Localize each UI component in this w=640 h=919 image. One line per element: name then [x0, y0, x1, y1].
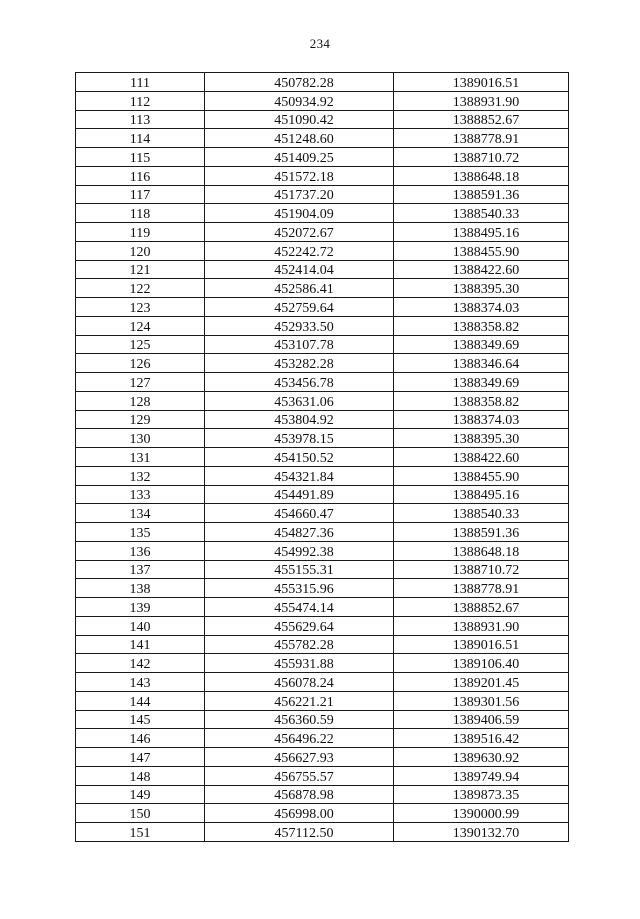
y-coordinate-cell: 1388931.90 — [394, 91, 569, 110]
x-coordinate-cell: 450782.28 — [205, 73, 394, 92]
y-coordinate-cell: 1388455.90 — [394, 241, 569, 260]
point-number-cell: 144 — [76, 691, 205, 710]
y-coordinate-cell: 1388495.16 — [394, 223, 569, 242]
table-row — [76, 373, 569, 392]
x-coordinate-cell: 455629.64 — [205, 616, 394, 635]
y-coordinate-cell: 1388931.90 — [394, 616, 569, 635]
point-number-cell: 141 — [76, 635, 205, 654]
x-coordinate-cell: 454827.36 — [205, 523, 394, 542]
point-number-cell: 151 — [76, 823, 205, 842]
table-row — [76, 560, 569, 579]
point-number-cell: 119 — [76, 223, 205, 242]
y-coordinate-cell: 1389749.94 — [394, 766, 569, 785]
table-row — [76, 766, 569, 785]
table-row — [76, 223, 569, 242]
table-row — [76, 335, 569, 354]
point-number-cell: 132 — [76, 466, 205, 485]
table-row — [76, 73, 569, 92]
y-coordinate-cell: 1388852.67 — [394, 110, 569, 129]
y-coordinate-cell: 1388648.18 — [394, 166, 569, 185]
x-coordinate-cell: 454660.47 — [205, 504, 394, 523]
table-row — [76, 729, 569, 748]
y-coordinate-cell: 1388648.18 — [394, 541, 569, 560]
point-number-cell: 131 — [76, 448, 205, 467]
y-coordinate-cell: 1389406.59 — [394, 710, 569, 729]
table-row — [76, 110, 569, 129]
point-number-cell: 120 — [76, 241, 205, 260]
table-row — [76, 523, 569, 542]
point-number-cell: 135 — [76, 523, 205, 542]
table-row — [76, 241, 569, 260]
y-coordinate-cell: 1389106.40 — [394, 654, 569, 673]
point-number-cell: 140 — [76, 616, 205, 635]
y-coordinate-cell: 1389516.42 — [394, 729, 569, 748]
table-row — [76, 204, 569, 223]
table-row — [76, 579, 569, 598]
x-coordinate-cell: 451572.18 — [205, 166, 394, 185]
point-number-cell: 111 — [76, 73, 205, 92]
coordinate-table-body — [76, 73, 569, 842]
x-coordinate-cell: 456221.21 — [205, 691, 394, 710]
point-number-cell: 139 — [76, 598, 205, 617]
x-coordinate-cell: 455155.31 — [205, 560, 394, 579]
y-coordinate-cell: 1389201.45 — [394, 673, 569, 692]
point-number-cell: 150 — [76, 804, 205, 823]
x-coordinate-cell: 452242.72 — [205, 241, 394, 260]
table-row — [76, 541, 569, 560]
table-row — [76, 298, 569, 317]
y-coordinate-cell: 1389016.51 — [394, 635, 569, 654]
x-coordinate-cell: 454150.52 — [205, 448, 394, 467]
table-row — [76, 185, 569, 204]
table-row — [76, 391, 569, 410]
x-coordinate-cell: 456998.00 — [205, 804, 394, 823]
y-coordinate-cell: 1388395.30 — [394, 429, 569, 448]
point-number-cell: 113 — [76, 110, 205, 129]
table-row — [76, 691, 569, 710]
y-coordinate-cell: 1388591.36 — [394, 185, 569, 204]
point-number-cell: 122 — [76, 279, 205, 298]
table-row — [76, 316, 569, 335]
point-number-cell: 126 — [76, 354, 205, 373]
x-coordinate-cell: 456496.22 — [205, 729, 394, 748]
y-coordinate-cell: 1388778.91 — [394, 579, 569, 598]
x-coordinate-cell: 456878.98 — [205, 785, 394, 804]
table-row — [76, 823, 569, 842]
point-number-cell: 116 — [76, 166, 205, 185]
page-number: 234 — [309, 36, 331, 51]
x-coordinate-cell: 451409.25 — [205, 148, 394, 167]
x-coordinate-cell: 455474.14 — [205, 598, 394, 617]
x-coordinate-cell: 456627.93 — [205, 748, 394, 767]
point-number-cell: 127 — [76, 373, 205, 392]
y-coordinate-cell: 1388778.91 — [394, 129, 569, 148]
x-coordinate-cell: 452759.64 — [205, 298, 394, 317]
y-coordinate-cell: 1388349.69 — [394, 373, 569, 392]
x-coordinate-cell: 456078.24 — [205, 673, 394, 692]
point-number-cell: 121 — [76, 260, 205, 279]
x-coordinate-cell: 454321.84 — [205, 466, 394, 485]
table-row — [76, 429, 569, 448]
table-row — [76, 748, 569, 767]
point-number-cell: 123 — [76, 298, 205, 317]
y-coordinate-cell: 1388710.72 — [394, 148, 569, 167]
y-coordinate-cell: 1389016.51 — [394, 73, 569, 92]
y-coordinate-cell: 1388358.82 — [394, 316, 569, 335]
x-coordinate-cell: 452414.04 — [205, 260, 394, 279]
x-coordinate-cell: 451248.60 — [205, 129, 394, 148]
table-row — [76, 785, 569, 804]
x-coordinate-cell: 455931.88 — [205, 654, 394, 673]
table-row — [76, 448, 569, 467]
point-number-cell: 124 — [76, 316, 205, 335]
table-row — [76, 598, 569, 617]
y-coordinate-cell: 1388395.30 — [394, 279, 569, 298]
point-number-cell: 112 — [76, 91, 205, 110]
y-coordinate-cell: 1388495.16 — [394, 485, 569, 504]
point-number-cell: 118 — [76, 204, 205, 223]
y-coordinate-cell: 1388358.82 — [394, 391, 569, 410]
table-row — [76, 673, 569, 692]
table-row — [76, 504, 569, 523]
table-row — [76, 260, 569, 279]
table-row — [76, 148, 569, 167]
coordinate-table — [75, 72, 569, 842]
point-number-cell: 149 — [76, 785, 205, 804]
x-coordinate-cell: 456755.57 — [205, 766, 394, 785]
point-number-cell: 117 — [76, 185, 205, 204]
x-coordinate-cell: 455315.96 — [205, 579, 394, 598]
y-coordinate-cell: 1388540.33 — [394, 204, 569, 223]
table-row — [76, 410, 569, 429]
x-coordinate-cell: 453631.06 — [205, 391, 394, 410]
y-coordinate-cell: 1388591.36 — [394, 523, 569, 542]
x-coordinate-cell: 454491.89 — [205, 485, 394, 504]
x-coordinate-cell: 450934.92 — [205, 91, 394, 110]
point-number-cell: 142 — [76, 654, 205, 673]
y-coordinate-cell: 1388852.67 — [394, 598, 569, 617]
table-row — [76, 485, 569, 504]
x-coordinate-cell: 453978.15 — [205, 429, 394, 448]
table-row — [76, 466, 569, 485]
table-row — [76, 129, 569, 148]
table-row — [76, 279, 569, 298]
point-number-cell: 128 — [76, 391, 205, 410]
x-coordinate-cell: 452933.50 — [205, 316, 394, 335]
x-coordinate-cell: 452586.41 — [205, 279, 394, 298]
point-number-cell: 145 — [76, 710, 205, 729]
x-coordinate-cell: 451737.20 — [205, 185, 394, 204]
y-coordinate-cell: 1388374.03 — [394, 410, 569, 429]
point-number-cell: 134 — [76, 504, 205, 523]
table-row — [76, 654, 569, 673]
x-coordinate-cell: 454992.38 — [205, 541, 394, 560]
point-number-cell: 114 — [76, 129, 205, 148]
y-coordinate-cell: 1389873.35 — [394, 785, 569, 804]
y-coordinate-cell: 1388349.69 — [394, 335, 569, 354]
x-coordinate-cell: 451904.09 — [205, 204, 394, 223]
point-number-cell: 115 — [76, 148, 205, 167]
table-row — [76, 91, 569, 110]
y-coordinate-cell: 1390000.99 — [394, 804, 569, 823]
y-coordinate-cell: 1388374.03 — [394, 298, 569, 317]
table-row — [76, 616, 569, 635]
point-number-cell: 138 — [76, 579, 205, 598]
y-coordinate-cell: 1389301.56 — [394, 691, 569, 710]
y-coordinate-cell: 1388346.64 — [394, 354, 569, 373]
x-coordinate-cell: 453107.78 — [205, 335, 394, 354]
y-coordinate-cell: 1388540.33 — [394, 504, 569, 523]
point-number-cell: 133 — [76, 485, 205, 504]
point-number-cell: 147 — [76, 748, 205, 767]
y-coordinate-cell: 1388422.60 — [394, 448, 569, 467]
y-coordinate-cell: 1388455.90 — [394, 466, 569, 485]
x-coordinate-cell: 457112.50 — [205, 823, 394, 842]
x-coordinate-cell: 452072.67 — [205, 223, 394, 242]
point-number-cell: 129 — [76, 410, 205, 429]
table-row — [76, 166, 569, 185]
point-number-cell: 137 — [76, 560, 205, 579]
y-coordinate-cell: 1390132.70 — [394, 823, 569, 842]
y-coordinate-cell: 1388422.60 — [394, 260, 569, 279]
x-coordinate-cell: 453456.78 — [205, 373, 394, 392]
y-coordinate-cell: 1388710.72 — [394, 560, 569, 579]
y-coordinate-cell: 1389630.92 — [394, 748, 569, 767]
x-coordinate-cell: 456360.59 — [205, 710, 394, 729]
point-number-cell: 136 — [76, 541, 205, 560]
point-number-cell: 143 — [76, 673, 205, 692]
point-number-cell: 146 — [76, 729, 205, 748]
table-row — [76, 635, 569, 654]
point-number-cell: 148 — [76, 766, 205, 785]
point-number-cell: 125 — [76, 335, 205, 354]
x-coordinate-cell: 453804.92 — [205, 410, 394, 429]
x-coordinate-cell: 453282.28 — [205, 354, 394, 373]
x-coordinate-cell: 451090.42 — [205, 110, 394, 129]
table-row — [76, 804, 569, 823]
table-row — [76, 710, 569, 729]
point-number-cell: 130 — [76, 429, 205, 448]
table-row — [76, 354, 569, 373]
x-coordinate-cell: 455782.28 — [205, 635, 394, 654]
